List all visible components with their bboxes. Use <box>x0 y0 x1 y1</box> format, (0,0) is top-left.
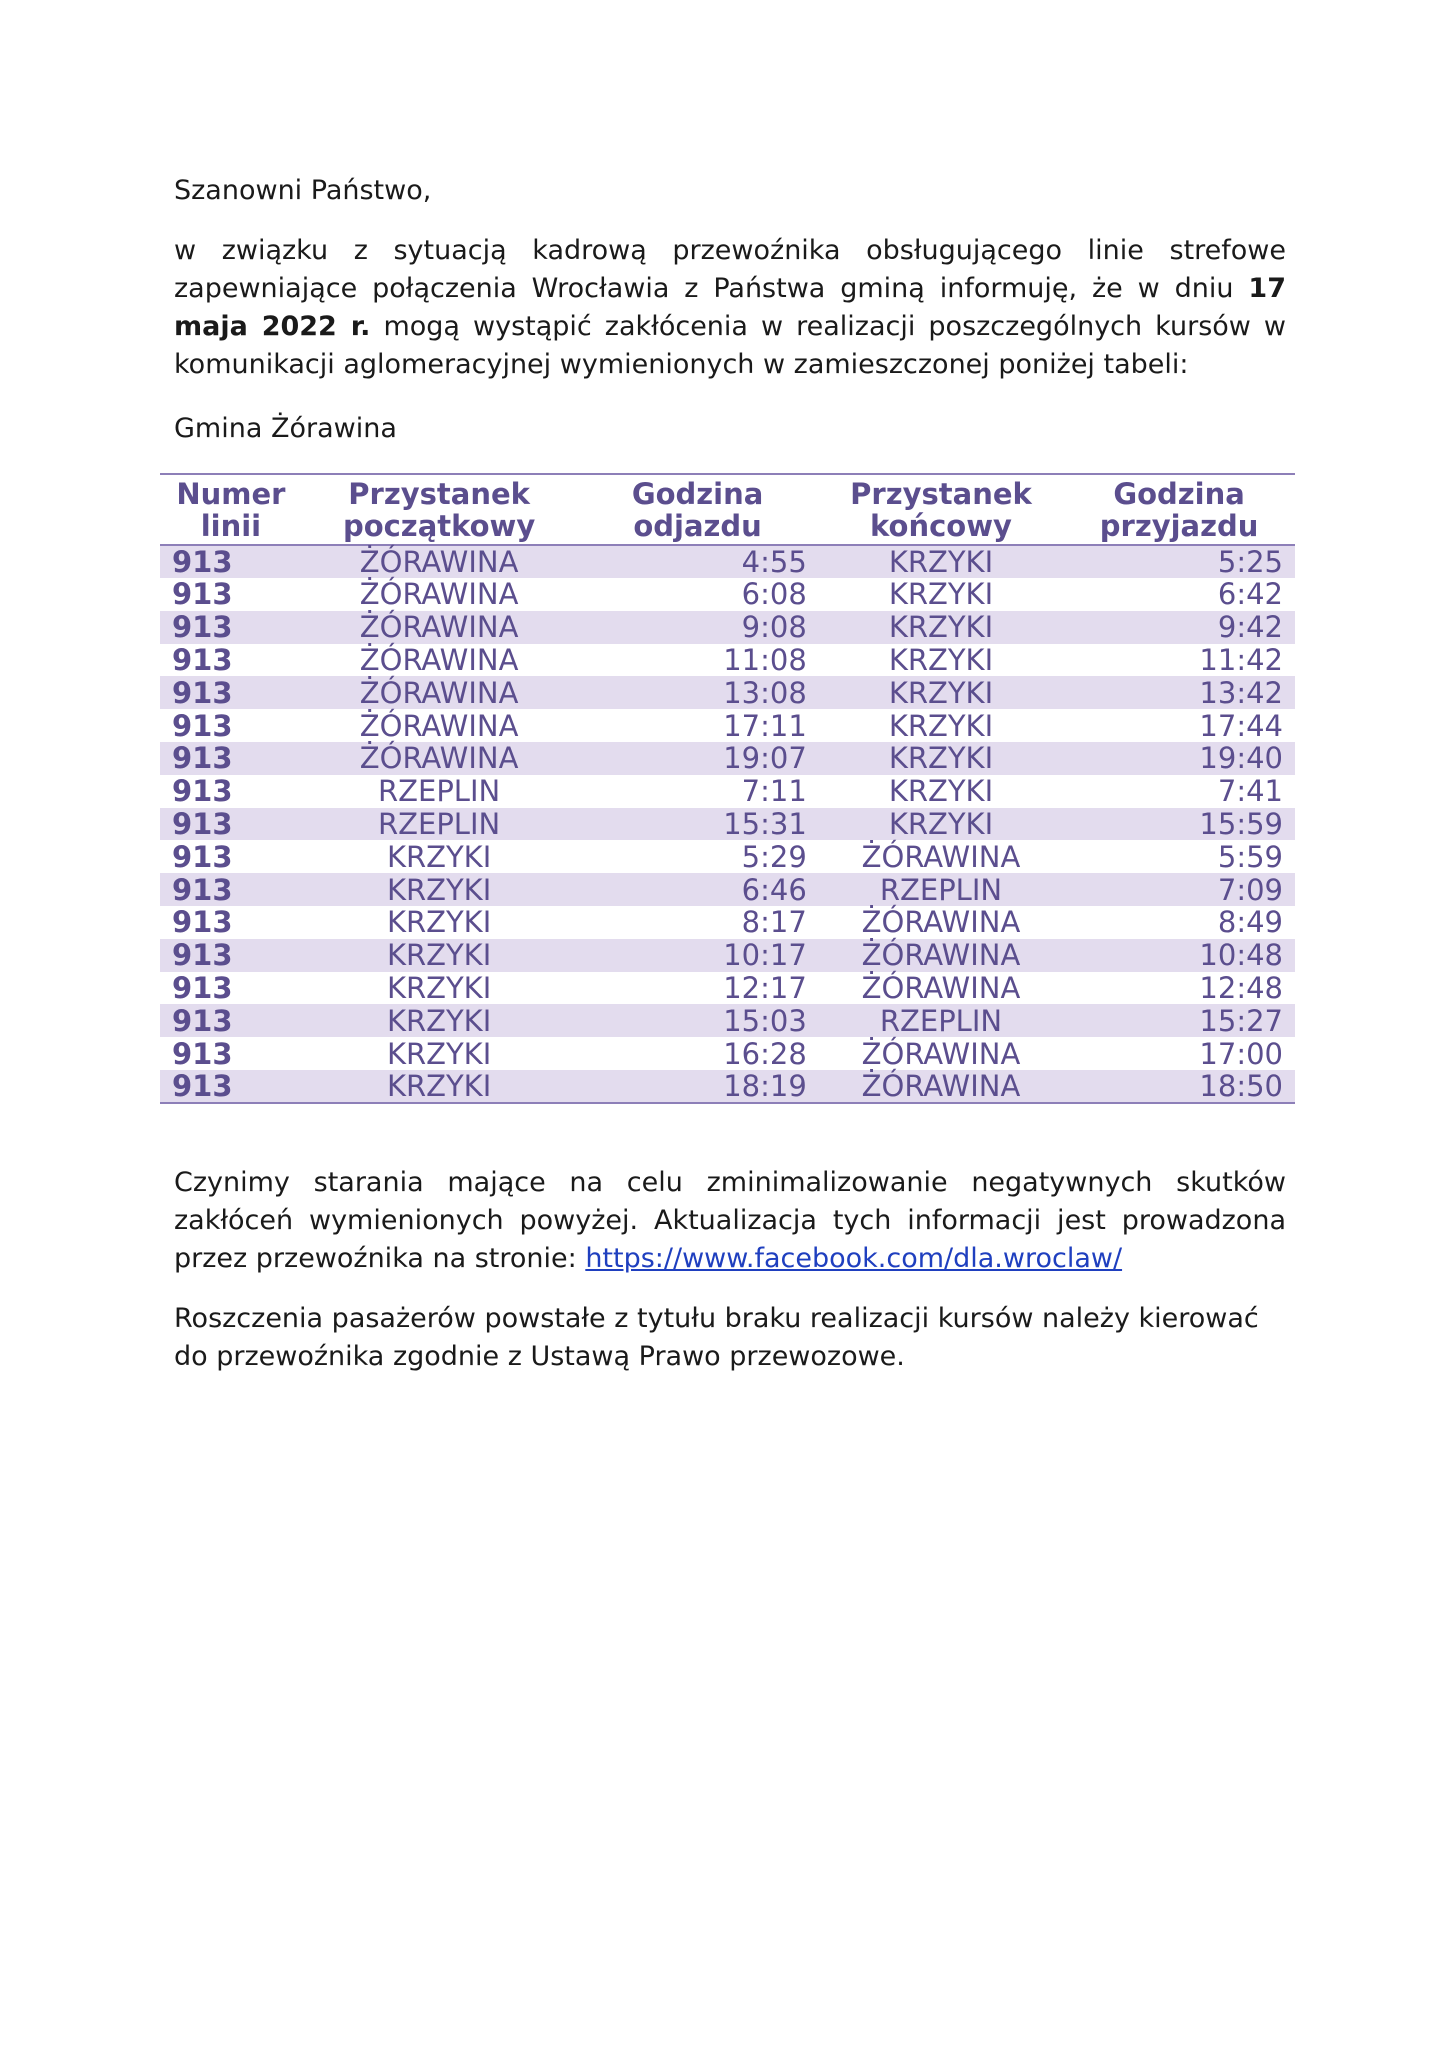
cell-line-number: 913 <box>172 577 233 612</box>
cell-departure-time: 15:03 <box>723 1003 807 1038</box>
cell-line-number: 913 <box>172 1068 233 1103</box>
cell-arrival-time: 5:59 <box>1217 839 1283 874</box>
table-row <box>160 644 1295 677</box>
header-line-2: odjazdu <box>633 509 762 543</box>
greeting: Szanowni Państwo, <box>174 175 432 206</box>
cell-line-number: 913 <box>172 675 233 710</box>
cell-end-stop: KRZYKI <box>888 741 994 776</box>
cell-arrival-time: 19:40 <box>1199 741 1283 776</box>
cell-start-stop: KRZYKI <box>386 905 492 940</box>
cell-end-stop: KRZYKI <box>888 577 994 612</box>
cell-end-stop: KRZYKI <box>888 610 994 645</box>
header-line-1: Przystanek <box>850 477 1032 511</box>
cell-departure-time: 5:29 <box>741 839 807 874</box>
cell-line-number: 913 <box>172 774 233 809</box>
cell-end-stop: ŻÓRAWINA <box>861 839 1021 874</box>
cell-line-number: 913 <box>172 610 233 645</box>
cell-arrival-time: 10:48 <box>1199 938 1283 973</box>
cell-departure-time: 4:55 <box>741 545 807 579</box>
cell-arrival-time: 15:27 <box>1199 1003 1283 1038</box>
cell-line-number: 913 <box>172 741 233 776</box>
cell-departure-time: 19:07 <box>723 741 807 776</box>
header-line-2: przyjazdu <box>1099 509 1259 543</box>
cell-departure-time: 15:31 <box>723 806 807 841</box>
cell-departure-time: 18:19 <box>723 1068 807 1103</box>
cell-end-stop: KRZYKI <box>888 642 994 677</box>
table-row <box>160 611 1295 644</box>
cell-start-stop: KRZYKI <box>386 872 492 907</box>
cell-departure-time: 6:08 <box>741 577 807 612</box>
cell-end-stop: ŻÓRAWINA <box>861 1068 1021 1103</box>
header-godzina-odjazdu <box>576 474 818 545</box>
cell-arrival-time: 11:42 <box>1199 642 1283 677</box>
intro-text-end: mogą wystąpić zakłócenia w realizacji poszczególnych kursów w komunikacji aglomeracyjnej wymienionych w zamieszczonej poniżej tabeli: <box>174 311 1286 380</box>
cell-end-stop: KRZYKI <box>888 806 994 841</box>
table-row <box>160 1070 1295 1103</box>
cell-departure-time: 11:08 <box>723 642 807 677</box>
header-row <box>160 474 1295 545</box>
cell-line-number: 913 <box>172 1036 233 1071</box>
cell-arrival-time: 17:44 <box>1199 708 1283 743</box>
cell-arrival-time: 5:25 <box>1217 545 1283 579</box>
cell-departure-time: 16:28 <box>723 1036 807 1071</box>
claims-paragraph: Roszczenia pasażerów powstałe z tytułu braku realizacji kursów należy kierować do przewoźnika zgodnie z Ustawą Prawo przewozowe. <box>174 1303 1259 1372</box>
cell-arrival-time: 7:09 <box>1217 872 1283 907</box>
cell-start-stop: ŻÓRAWINA <box>359 708 519 743</box>
cell-start-stop: ŻÓRAWINA <box>359 610 519 645</box>
cell-departure-time: 9:08 <box>741 610 807 645</box>
cell-line-number: 913 <box>172 708 233 743</box>
cell-arrival-time: 17:00 <box>1199 1036 1283 1071</box>
cell-arrival-time: 13:42 <box>1199 675 1283 710</box>
cell-start-stop: KRZYKI <box>386 938 492 973</box>
cell-start-stop: RZEPLIN <box>377 806 501 841</box>
cell-arrival-time: 6:42 <box>1217 577 1283 612</box>
cell-arrival-time: 18:50 <box>1199 1068 1283 1103</box>
table-row <box>160 1004 1295 1037</box>
header-godzina-przyjazdu <box>1063 474 1295 545</box>
cell-line-number: 913 <box>172 970 233 1005</box>
cell-end-stop: ŻÓRAWINA <box>861 938 1021 973</box>
table-header <box>160 474 1295 545</box>
cell-start-stop: KRZYKI <box>386 1036 492 1071</box>
header-line-1: Godzina <box>1113 477 1245 511</box>
cell-line-number: 913 <box>172 872 233 907</box>
cell-departure-time: 7:11 <box>741 774 807 809</box>
cell-start-stop: ŻÓRAWINA <box>359 577 519 612</box>
cell-end-stop: ŻÓRAWINA <box>861 1036 1021 1071</box>
cell-start-stop: ŻÓRAWINA <box>359 642 519 677</box>
cell-departure-time: 13:08 <box>723 675 807 710</box>
header-line-2: końcowy <box>870 509 1012 543</box>
table-row <box>160 972 1295 1005</box>
table-row <box>160 742 1295 775</box>
header-line-2: początkowy <box>342 509 536 543</box>
table-row <box>160 939 1295 972</box>
table-row <box>160 873 1295 906</box>
cell-arrival-time: 12:48 <box>1199 970 1283 1005</box>
header-numer-linii <box>160 474 302 545</box>
cell-end-stop: KRZYKI <box>888 675 994 710</box>
table-row <box>160 676 1295 709</box>
cell-line-number: 913 <box>172 1003 233 1038</box>
cell-line-number: 913 <box>172 905 233 940</box>
cell-line-number: 913 <box>172 806 233 841</box>
cell-end-stop: ŻÓRAWINA <box>861 970 1021 1005</box>
table-row <box>160 1037 1295 1070</box>
header-line-2: linii <box>200 509 262 543</box>
closing-paragraph <box>174 1164 1286 1278</box>
cell-start-stop: KRZYKI <box>386 1003 492 1038</box>
cell-arrival-time: 15:59 <box>1199 806 1283 841</box>
cell-departure-time: 10:17 <box>723 938 807 973</box>
schedule-table <box>160 473 1295 1104</box>
table-row <box>160 545 1295 578</box>
cell-departure-time: 6:46 <box>741 872 807 907</box>
cell-end-stop: RZEPLIN <box>879 872 1003 907</box>
cell-start-stop: KRZYKI <box>386 970 492 1005</box>
header-line-1: Godzina <box>631 477 764 511</box>
header-line-1: Numer <box>176 477 286 511</box>
cell-start-stop: ŻÓRAWINA <box>359 545 519 579</box>
cell-departure-time: 8:17 <box>741 905 807 940</box>
cell-departure-time: 17:11 <box>723 708 807 743</box>
cell-line-number: 913 <box>172 938 233 973</box>
table-body <box>160 545 1295 1103</box>
table-row <box>160 840 1295 873</box>
cell-start-stop: KRZYKI <box>386 839 492 874</box>
cell-arrival-time: 7:41 <box>1217 774 1283 809</box>
table-row <box>160 709 1295 742</box>
cell-end-stop: KRZYKI <box>888 774 994 809</box>
closing-text: Czynimy starania mające na celu zminimalizowanie negatywnych skutków zakłóceń wymienionych powyżej. Aktualizacja tych informacji jest prowadzona przez przewoźnika na stronie: <box>174 1167 1286 1274</box>
cell-arrival-time: 9:42 <box>1217 610 1283 645</box>
cell-end-stop: ŻÓRAWINA <box>861 905 1021 940</box>
cell-line-number: 913 <box>172 839 233 874</box>
header-przystanek-poczatkowy <box>302 474 577 545</box>
header-line-1: Przystanek <box>348 477 530 511</box>
cell-start-stop: ŻÓRAWINA <box>359 741 519 776</box>
cell-end-stop: KRZYKI <box>888 545 994 579</box>
table-row <box>160 775 1295 808</box>
intro-text-start: w związku z sytuacją kadrową przewoźnika obsługującego linie strefowe zapewniające połączenia Wrocławia z Państwa gminą informuję, że w dniu <box>174 235 1286 304</box>
cell-arrival-time: 8:49 <box>1217 905 1283 940</box>
cell-line-number: 913 <box>172 545 233 579</box>
gmina-label: Gmina Żórawina <box>174 413 397 444</box>
cell-start-stop: ŻÓRAWINA <box>359 675 519 710</box>
intro-paragraph <box>174 232 1286 384</box>
table-row <box>160 578 1295 611</box>
table-row <box>160 808 1295 841</box>
table-row <box>160 906 1295 939</box>
header-przystanek-koncowy <box>819 474 1063 545</box>
facebook-link[interactable]: https://www.facebook.com/dla.wroclaw/ <box>585 1243 1123 1274</box>
cell-start-stop: KRZYKI <box>386 1068 492 1103</box>
cell-end-stop: RZEPLIN <box>879 1003 1003 1038</box>
intro-date: 17 maja 2022 r. <box>174 273 1286 342</box>
cell-start-stop: RZEPLIN <box>377 774 501 809</box>
cell-end-stop: KRZYKI <box>888 708 994 743</box>
cell-departure-time: 12:17 <box>723 970 807 1005</box>
cell-line-number: 913 <box>172 642 233 677</box>
